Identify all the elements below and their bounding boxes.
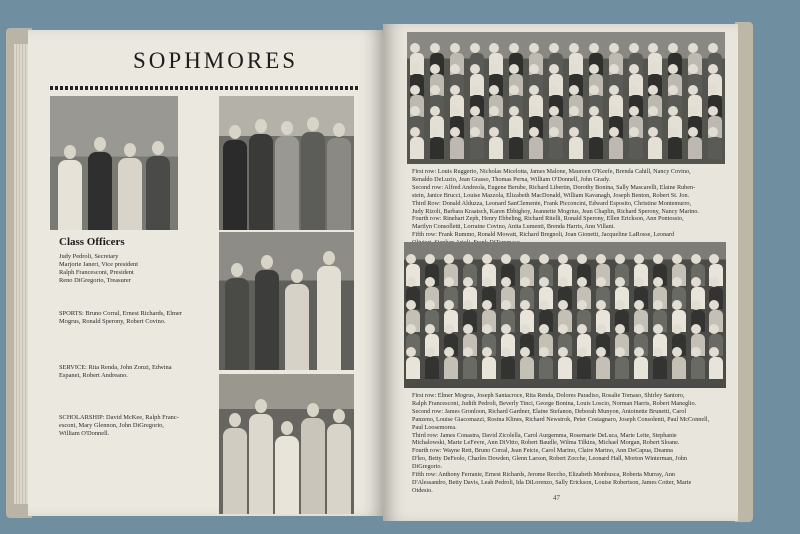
photo-service — [219, 232, 354, 370]
student-row — [404, 347, 726, 379]
sports-line: Mogrus, Ronald Sperony, Robert Covino. — [59, 318, 166, 325]
caption-line: Panzeno, Louise Giacomazzi, Rosina Klines, Richard Newstrok, Peter Costagnaro, Joseph Consolenti, Paul McConnell, — [412, 415, 710, 423]
student-figure — [549, 127, 563, 159]
student-figure — [668, 127, 682, 159]
officer-line: Reno DiGregorio, Treasurer — [59, 277, 131, 284]
caption-line: Paul Loosemorea. — [412, 423, 457, 431]
caption-line: Ralph Francesconi, Judith Pedroli, Beverly Tinci, George Bonina, Louis Loscio, Norman Harris, Robert Maneglio. — [412, 399, 697, 407]
student-figure — [691, 347, 705, 379]
student-figure — [596, 347, 610, 379]
student-figure — [463, 347, 477, 379]
caption-line: Marilyn Consolletti, Lorraine Covino, Anita Lumenti, Brenda Harris, Ann Villani. — [412, 223, 615, 231]
scholarship-text — [59, 414, 209, 438]
caption-line: DiGregorio. — [412, 463, 443, 471]
student-figure — [406, 347, 420, 379]
photo-sports — [219, 96, 354, 230]
caption-line: First row: Louis Ruggerio, Nicholas Micelotta, James Malone, Maureen O'Keefe, Brenda Cahill, Nancy Covino, — [412, 168, 691, 175]
student-figure — [634, 347, 648, 379]
student-figure — [410, 127, 424, 159]
group-photo-bottom — [404, 242, 726, 388]
caption-line: Second row: James Gronloon, Richard Gardner, Elaine Stefanon, Deborah Munyon, Antoinette Brunetti, Carol — [412, 407, 687, 415]
student-figure — [653, 347, 667, 379]
student-figure — [482, 347, 496, 379]
caption-line: Renaldo DeLuzio, Jean Grasso, Thomas Perna, William O'Donnell, John Grady. — [412, 175, 611, 183]
caption-line: Fourth row: Rinehart Zeph, Henry Ebbeling, Richard Ritelli, Ronald Sperony, Ellen Erickson, Ann Pontossio, — [412, 215, 684, 223]
group-photo-top — [407, 32, 725, 164]
officer-line: Marjorie Janeri, Vice president — [59, 261, 138, 268]
scholarship-line: esconi, Mary Glennon, John DiGregorio, — [59, 422, 164, 429]
student-figure — [529, 127, 543, 159]
officer-line: Judy Pedroli, Secretary — [59, 253, 119, 260]
student-figure — [708, 127, 722, 159]
caption-line: First row: Elmer Mogrus, Joseph Santacroce, Rita Renda, Dolores Paradiso, Rosalie Tomaso, Shirley Santoro, — [412, 392, 685, 399]
student-figure — [688, 127, 702, 159]
caption-line: Fifth row: Anthony Ferranie, Ernest Richards, Jerome Reccho, Elizabeth Monbusca, Roberta Murray, Ann — [412, 471, 676, 479]
student-figure — [470, 127, 484, 159]
student-figure — [615, 347, 629, 379]
caption-line: Michalowski, Marie LeFevre, Ann DiVitto, Robert Baudle, Wilma Tilkins, Michael Morgan, Robert Sloane. — [412, 439, 680, 447]
service-text — [59, 364, 209, 380]
student-figure — [648, 127, 662, 159]
student-figure — [609, 127, 623, 159]
page-number: 47 — [553, 494, 560, 502]
student-figure — [425, 347, 439, 379]
student-figure — [509, 127, 523, 159]
class-officers-heading: Class Officers — [59, 236, 125, 248]
caption-line: Third Row: Donald Alduzza, Leonard SanClemente, Frank Picconcini, Edward Esposito, Christine Montemurro, — [412, 199, 692, 207]
student-figure — [629, 127, 643, 159]
student-figure — [430, 127, 444, 159]
title-rule — [50, 86, 358, 90]
student-row — [407, 127, 725, 159]
photo-scholarship — [219, 374, 354, 514]
student-figure — [539, 347, 553, 379]
caption-line: D'Alessandro, Betty Davis, Leah Pedroli, Ida DiLorenzo, Sally Erickson, Louise Robertson, James Cotter, Marie — [412, 478, 692, 486]
caption-line: Fifth row: Frank Rummo, Ronald Mowatt, Richard Bregnoli, Joan Gionetti, Jacqueline LaRosse, Leonard — [412, 231, 675, 239]
student-figure — [520, 347, 534, 379]
student-figure — [709, 347, 723, 379]
service-line: SERVICE: Rita Renda, John Zonzi, Edwina — [59, 364, 172, 371]
student-figure — [501, 347, 515, 379]
caption-line: stein, Janice Brucci, Louise Mazzola, Elizabeth MacDonald, William Kavanagh, Joseph Benton, Robert St. Jon. — [412, 191, 690, 199]
student-figure — [444, 347, 458, 379]
page-title: SOPHMORES — [133, 48, 299, 73]
student-figure — [558, 347, 572, 379]
officer-line: Ralph Francesconi, President — [59, 269, 134, 276]
service-line: Espanet, Robert Andreano. — [59, 372, 128, 379]
caption-line: Fourth row: Wayne Rett, Bruno Corral, Jean Fetcie, Carol Marino, Claire Marino, Ann DeCapua, Deanna — [412, 447, 673, 455]
scholarship-line: SCHOLARSHIP: David McKee, Ralph Franc- — [59, 414, 179, 421]
student-figure — [672, 347, 686, 379]
student-figure — [589, 127, 603, 159]
caption-top — [412, 168, 722, 247]
photo-class-officers — [50, 96, 178, 230]
caption-line: Third row: James Conastra, David Zicolella, Carol Aurgemma, Rosemarie DeLuca, Marie Leite, Stephanie — [412, 431, 677, 439]
student-figure — [450, 127, 464, 159]
caption-line: Second row: Alfred Andreola, Eugene Berube, Richard Libertin, Dorothy Bonina, Sally Mascarelli, Elaine Ruben- — [412, 183, 696, 191]
caption-bottom — [412, 392, 722, 495]
sports-line: SPORTS: Bruno Corral, Ernest Richards, Elmer — [59, 310, 182, 317]
caption-line: D'leo, Betty DeFeolo, Charles Dowden, Glenn Larson, Robert Zocche, Leonard Hall, Morton Winterman, John — [412, 455, 687, 463]
student-figure — [577, 347, 591, 379]
student-figure — [489, 127, 503, 159]
student-figure — [569, 127, 583, 159]
class-officers — [59, 236, 138, 285]
sports-text — [59, 310, 209, 326]
scholarship-line: William O'Donnell. — [59, 430, 110, 437]
caption-line: Oidesio. — [412, 486, 433, 494]
caption-line: Judy Rizoli, Barbara Kraatsch, Karen Ebbighoy, Jeannette Mogrius, Jean Chaplin, Richard Sperony, Nancy Marino. — [412, 207, 699, 215]
